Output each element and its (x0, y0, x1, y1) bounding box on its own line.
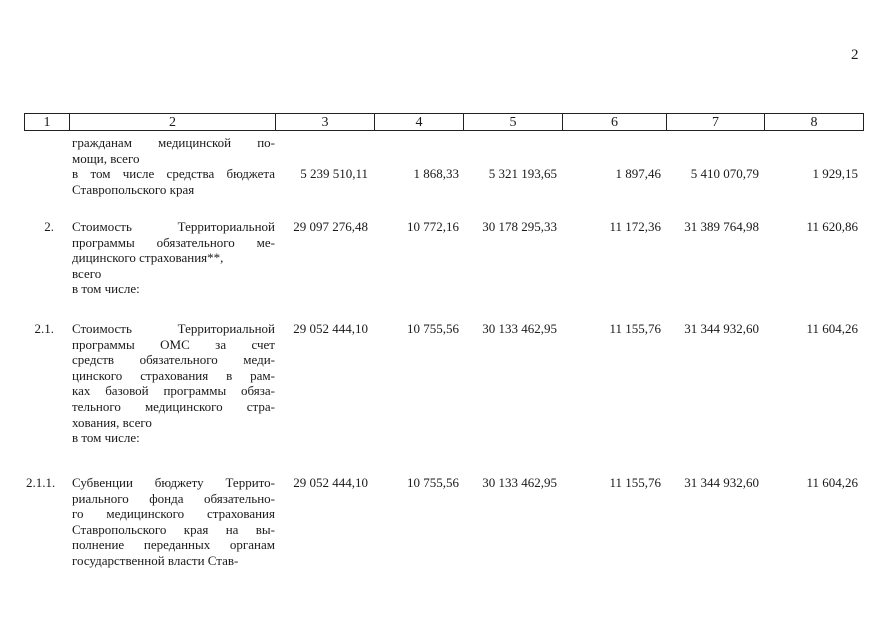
header-col-5: 5 (464, 114, 563, 131)
header-col-4: 4 (375, 114, 464, 131)
description-line: цинского страхования в рам- (72, 367, 275, 383)
header-col-6: 6 (563, 114, 667, 131)
header-col-3: 3 (276, 114, 375, 131)
value-col-5: 5 321 193,65 (488, 166, 557, 182)
value-col-7: 31 344 932,60 (684, 475, 759, 490)
value-col-6: 11 155,76 (609, 475, 661, 490)
row-number: 2.1.1. (26, 475, 56, 490)
description-line: Ставропольского края (72, 181, 195, 197)
description-line: хования, всего (72, 414, 152, 430)
row-description (72, 135, 275, 197)
description-line: в том числе средства бюджета (72, 166, 275, 182)
description-line: в том числе: (72, 430, 140, 446)
description-line: в том числе: (72, 281, 140, 297)
description-line: Стоимость Территориальной (72, 219, 275, 234)
value-col-8: 11 604,26 (806, 475, 858, 490)
description-line: государственной власти Став- (72, 552, 239, 568)
value-col-5: 30 178 295,33 (482, 219, 557, 234)
header-col-8: 8 (765, 114, 864, 131)
value-col-4: 1 868,33 (413, 166, 459, 182)
description-line: Субвенции бюджету Террито- (72, 475, 275, 490)
value-col-3: 29 052 444,10 (293, 475, 368, 490)
value-col-4: 10 755,56 (407, 475, 459, 490)
description-line: гражданам медицинской по- (72, 135, 275, 150)
row-number: 2. (44, 219, 54, 234)
row-description (72, 219, 275, 297)
description-line: риального фонда обязательно- (72, 490, 275, 506)
value-col-7: 31 344 932,60 (684, 321, 759, 336)
value-col-8: 1 929,15 (812, 166, 858, 182)
value-col-6: 11 172,36 (609, 219, 661, 234)
row-description (72, 475, 275, 569)
description-line: всего (72, 265, 102, 281)
value-col-6: 1 897,46 (615, 166, 661, 182)
column-number-header (24, 113, 864, 131)
row-number: 2.1. (34, 321, 54, 336)
description-line: полнение переданных органам (72, 537, 275, 553)
description-line: программы обязательного ме- (72, 234, 275, 250)
description-line: дицинского страхования**, (72, 250, 224, 266)
header-col-2: 2 (70, 114, 276, 131)
value-col-5: 30 133 462,95 (482, 321, 557, 336)
value-col-7: 5 410 070,79 (690, 166, 759, 182)
value-col-4: 10 772,16 (407, 219, 459, 234)
description-line: тельного медицинского стра- (72, 398, 275, 414)
value-col-4: 10 755,56 (407, 321, 459, 336)
value-col-3: 29 097 276,48 (293, 219, 368, 234)
value-col-6: 11 155,76 (609, 321, 661, 336)
description-line: Ставропольского края на вы- (72, 521, 275, 537)
page-number: 2 (851, 47, 859, 63)
row-description (72, 321, 275, 446)
value-col-7: 31 389 764,98 (684, 219, 759, 234)
value-col-3: 5 239 510,11 (300, 166, 368, 182)
value-col-3: 29 052 444,10 (293, 321, 368, 336)
description-line: го медицинского страхования (72, 506, 275, 522)
header-col-1: 1 (25, 114, 70, 131)
description-line: ках базовой программы обяза- (72, 383, 275, 399)
description-line: программы ОМС за счет (72, 336, 275, 352)
value-col-5: 30 133 462,95 (482, 475, 557, 490)
value-col-8: 11 620,86 (806, 219, 858, 234)
description-line: Стоимость Территориальной (72, 321, 275, 336)
description-line: средств обязательного меди- (72, 352, 275, 368)
value-col-8: 11 604,26 (806, 321, 858, 336)
header-col-7: 7 (667, 114, 765, 131)
description-line: мощи, всего (72, 150, 140, 166)
